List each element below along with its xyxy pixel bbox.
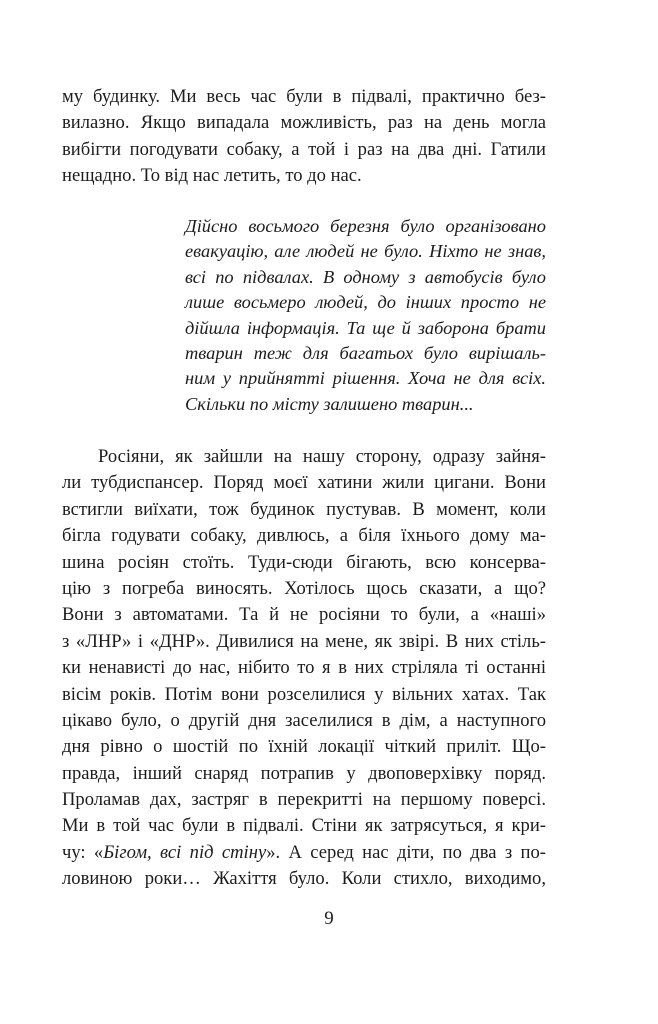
text-line: вибігти погодувати собаку, а той і раз на два дні. Гатили — [62, 138, 546, 160]
quote-line: всі по підвалах. В одному з автобусів було — [185, 266, 546, 287]
quote-line: евакуацію, але людей не було. Ніхто не знав, — [185, 241, 546, 262]
paragraph-main — [62, 444, 546, 893]
text-segment: ». А серед нас діти, по два з по- — [266, 841, 546, 863]
text-line: Ми в той час були в підвалі. Стіни як затрясуться, я кри- — [62, 815, 546, 837]
quote-line: Дійсно восьмого березня було організовано — [185, 216, 546, 236]
italic-quote-block — [185, 214, 546, 417]
quote-line: тварин теж для багатьох було вирішаль- — [185, 342, 546, 363]
text-line: цію з погреба виносять. Хотілось щось сказати, а що? — [62, 577, 546, 599]
text-line: бігла годувати собаку, дивлюсь, а біля їхнього дому ма- — [62, 525, 546, 547]
quote-line: Скільки по місту залишено тварин... — [185, 393, 474, 414]
text-line: Вони з автоматами. Та й не росіяни то були, а «наші» — [62, 604, 546, 626]
text-line: нещадно. То від нас летить, то до нас. — [62, 165, 362, 187]
text-line: шина росіян стоїть. Туди-сюди бігають, всю консерва- — [62, 551, 546, 573]
text-line: встигли виїхати, тож будинок пустував. В момент, коли — [62, 498, 546, 520]
text-line: му будинку. Ми весь час були в підвалі, практично без- — [62, 86, 546, 107]
text-line: цікаво було, о другій дня заселилися в дім, а наступного — [62, 709, 546, 731]
text-line: Росіяни, як зайшли на нашу сторону, одразу зайня- — [98, 446, 546, 467]
paragraph-continuation — [62, 84, 546, 190]
text-line: Проламав дах, застряг в перекритті на першому поверсі. — [62, 789, 546, 811]
text-line: з «ЛНР» і «ДНР». Дивилися на мене, як звірі. В них стіль- — [62, 630, 546, 652]
text-line: вилазно. Якщо випадала можливість, раз на день могла — [62, 112, 546, 134]
text-line: ки ненависті до нас, нібито то я в них стріляла ті останні — [62, 657, 546, 679]
text-line: ли тубдиспансер. Поряд моєї хатини жили цигани. Вони — [62, 472, 546, 494]
italic-exclamation: Бігом, всі під стіну — [103, 841, 267, 863]
text-line: дня рівно о шостій по їхній локації чіткий приліт. Що- — [62, 736, 546, 758]
text-line: ловиною роки… Жахіття було. Коли стихло, виходимо, — [62, 868, 546, 890]
quote-line: ним у прийнятті рішення. Хоча не для всіх. — [185, 368, 546, 389]
text-segment: чу: « — [62, 841, 104, 863]
quote-line: дійшла інформація. Та ще й заборона брати — [185, 317, 546, 338]
text-line: вісім років. Потім вони розселилися у вільних хатах. Так — [62, 683, 546, 705]
text-line-with-italic — [62, 840, 546, 866]
text-line: правда, інший снаряд потрапив у двоповерхівку поряд. — [62, 762, 546, 784]
quote-line: лише восьмеро людей, до інших просто не — [185, 292, 546, 313]
page-number: 9 — [324, 908, 334, 929]
